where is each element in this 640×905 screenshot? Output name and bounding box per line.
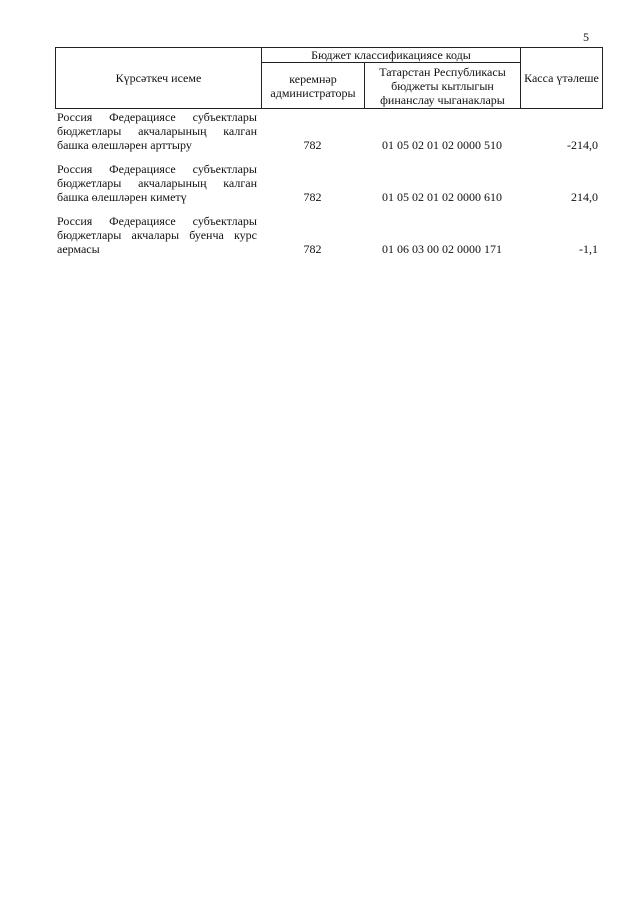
row-spacer bbox=[55, 152, 602, 162]
table-row bbox=[55, 214, 602, 256]
row-admin-code: 782 bbox=[303, 190, 322, 204]
table-body bbox=[55, 110, 602, 256]
row-name: Россия Федерациясе субъектлары бюджетлары акчаларының калган башка өлешләрен арттыру bbox=[57, 110, 257, 152]
row-amount: -1,1 bbox=[579, 242, 598, 256]
page-number: 5 bbox=[583, 30, 589, 44]
table-row bbox=[55, 162, 602, 204]
row-classification-code: 01 05 02 01 02 0000 610 bbox=[382, 190, 502, 204]
row-amount: -214,0 bbox=[567, 138, 598, 152]
table-row bbox=[55, 110, 602, 152]
row-admin-code: 782 bbox=[303, 138, 322, 152]
header-cash-execution: Касса үтәлеше bbox=[521, 48, 603, 109]
row-name: Россия Федерациясе субъектлары бюджетлары акчалары буенча курс аермасы bbox=[57, 214, 257, 256]
row-spacer bbox=[55, 204, 602, 214]
row-name: Россия Федерациясе субъектлары бюджетлары акчаларының калган башка өлешләрен киметү bbox=[57, 162, 257, 204]
header-deficit-sources: Татарстан Республикасы бюджеты кытлыгын финанслау чыганаклары bbox=[365, 63, 521, 109]
row-classification-code: 01 06 03 00 02 0000 171 bbox=[382, 242, 502, 256]
table-header bbox=[55, 47, 603, 109]
header-administrators: керемнәр администраторы bbox=[262, 63, 365, 109]
header-budget-classification-codes: Бюджет классификациясе коды bbox=[262, 48, 521, 63]
row-classification-code: 01 05 02 01 02 0000 510 bbox=[382, 138, 502, 152]
row-amount: 214,0 bbox=[571, 190, 598, 204]
row-admin-code: 782 bbox=[303, 242, 322, 256]
header-indicator-name: Күрсәткеч исеме bbox=[56, 48, 262, 109]
